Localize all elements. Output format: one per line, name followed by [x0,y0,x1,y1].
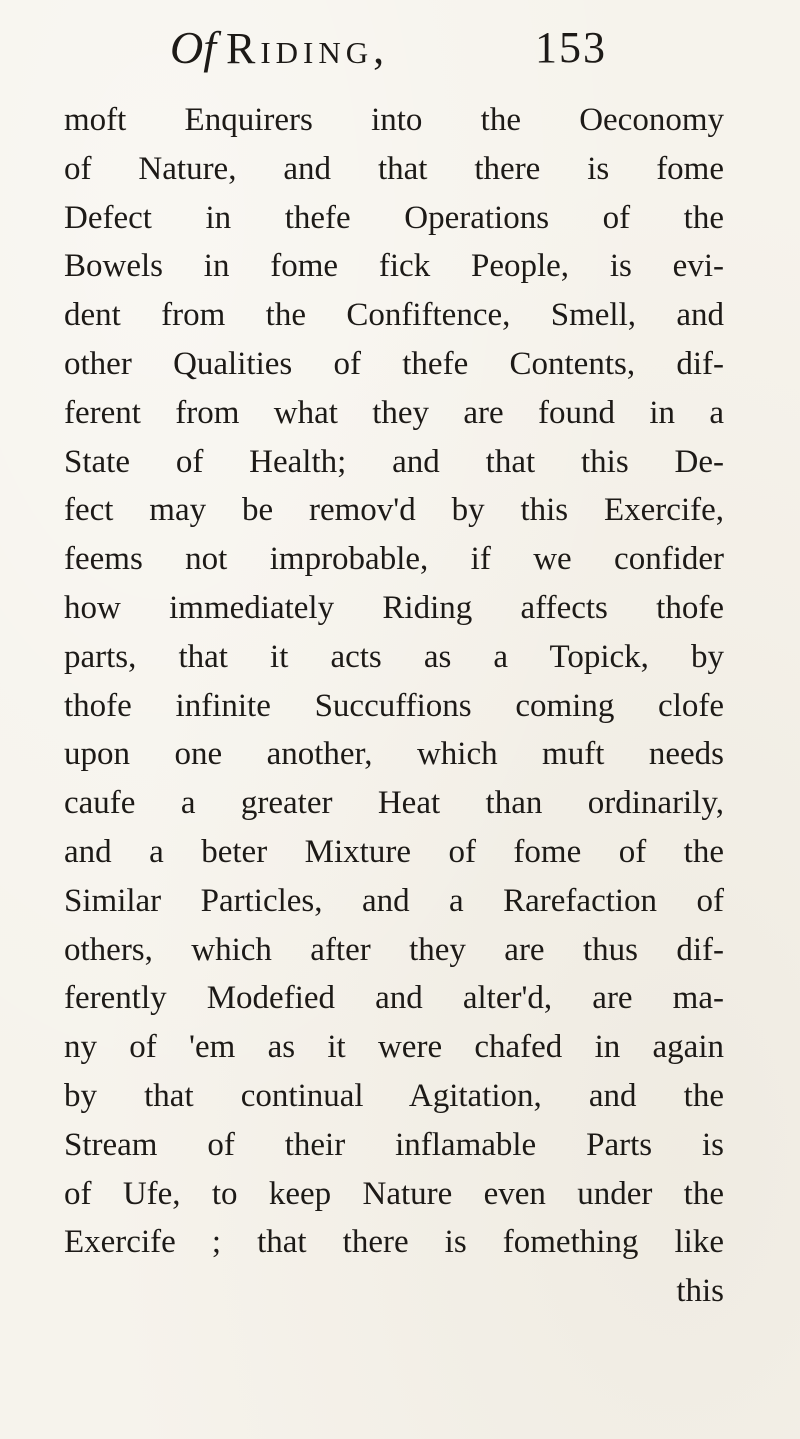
page-number: 153 [535,23,607,72]
running-title-of: Of [170,22,216,73]
text-line: other Qualities of thefe Contents, dif- [64,345,724,382]
running-title [170,8,389,89]
text-line: State of Health; and that this De- [64,443,724,480]
text-line: Stream of their inflamable Parts is [64,1126,724,1163]
text-line: Exercife ; that there is fomething like [64,1224,724,1261]
catchword: this [676,1273,724,1310]
body-text [64,96,724,1316]
text-line: how immediately Riding affects thofe [64,589,724,626]
text-line: feems not improbable, if we confider [64,541,724,578]
text-line: Bowels in fome fick People, is evi- [64,248,724,285]
text-line: thofe infinite Succuffions coming clofe [64,687,724,724]
text-line: ferently Modefied and alter'd, are ma- [64,980,724,1017]
text-line: upon one another, which muft needs [64,736,724,773]
text-line: by that continual Agitation, and the [64,1077,724,1114]
text-line: dent from the Confiftence, Smell, and [64,297,724,334]
text-line: and a beter Mixture of fome of the [64,833,724,870]
text-line: fect may be remov'd by this Exercife, [64,492,724,529]
text-line: caufe a greater Heat than ordinarily, [64,785,724,822]
text-line: ny of 'em as it were chafed in again [64,1029,724,1066]
text-line: Similar Particles, and a Rarefaction of [64,882,724,919]
text-line: Defect in thefe Operations of the [64,199,724,236]
text-line: ferent from what they are found in a [64,394,724,431]
page-header [170,8,770,88]
text-line: parts, that it acts as a Topick, by [64,638,724,675]
text-line: others, which after they are thus dif- [64,931,724,968]
text-line: of Nature, and that there is fome [64,150,724,187]
text-line: moft Enquirers into the Oeconomy [64,102,724,138]
running-title-word: Riding, [226,24,390,73]
text-line: of Ufe, to keep Nature even under the [64,1175,724,1212]
